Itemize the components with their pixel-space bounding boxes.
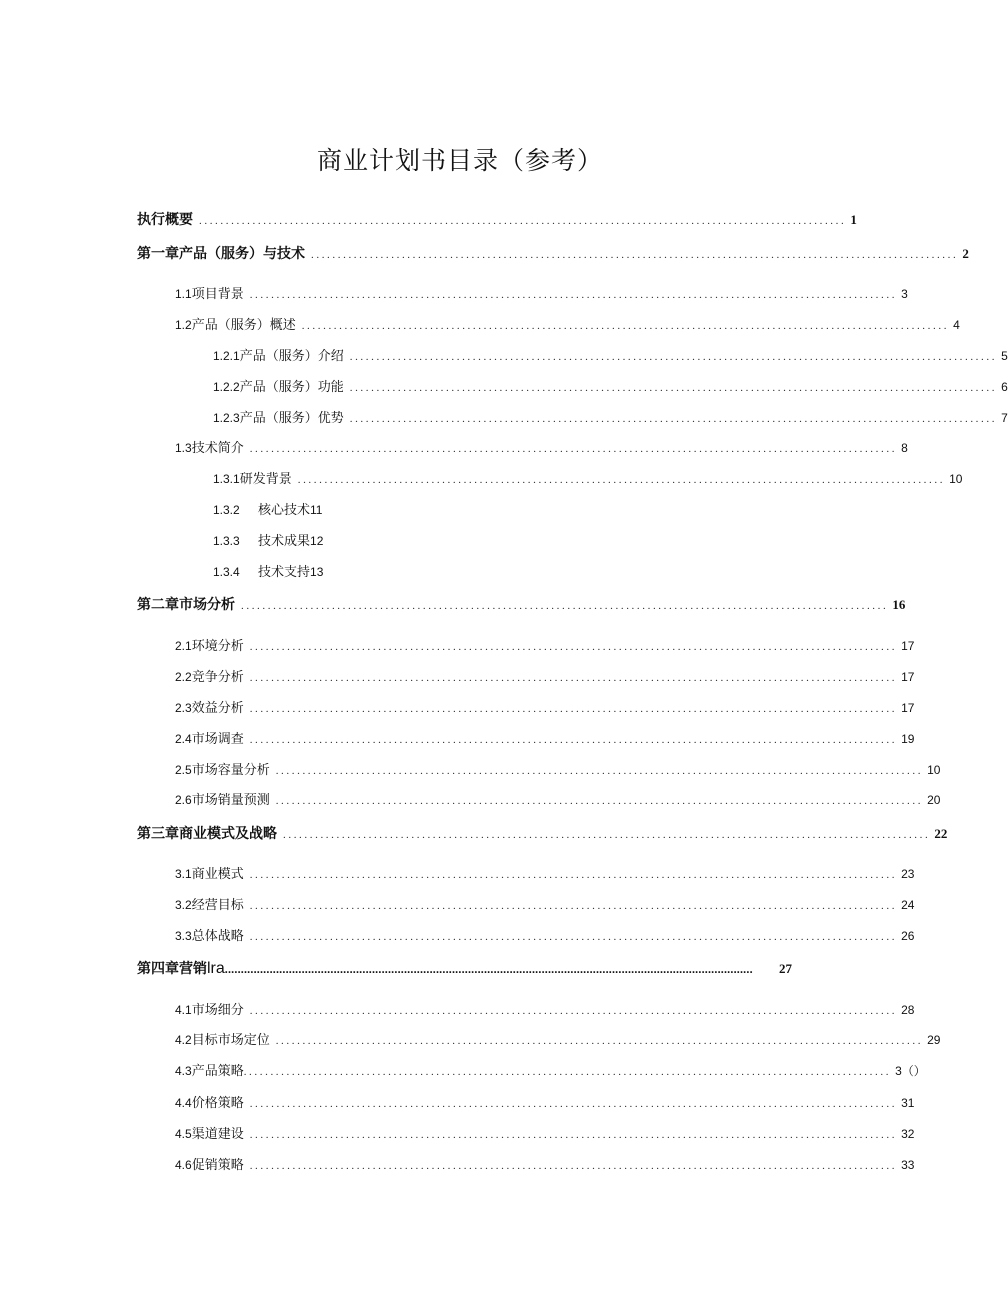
toc-number: 1.3.3 bbox=[213, 534, 240, 548]
toc-entry-2-1[interactable] bbox=[0, 636, 920, 656]
toc-number: 2.2 bbox=[175, 670, 192, 684]
toc-entry-3-1[interactable] bbox=[0, 864, 920, 884]
toc-number: 3.3 bbox=[175, 929, 192, 943]
toc-number: 4.5 bbox=[175, 1127, 192, 1141]
toc-label: 市场调查 bbox=[191, 732, 244, 747]
toc-label: 产品（服务）介绍 bbox=[239, 349, 344, 364]
toc-entry-2-2[interactable] bbox=[0, 667, 920, 687]
toc-page: 11 bbox=[310, 503, 323, 517]
toc-label: 第三章商业模式及战略 bbox=[137, 826, 277, 842]
toc-page: 5 bbox=[1001, 349, 1008, 363]
toc-page: 27 bbox=[779, 961, 792, 976]
toc-label: 经营目标 bbox=[191, 898, 244, 913]
toc-entry-1-1[interactable] bbox=[0, 284, 920, 304]
page-title: 商业计划书目录（参考） bbox=[316, 146, 603, 175]
toc-entry-2-6[interactable] bbox=[0, 790, 941, 810]
toc-label: 第二章市场分析 bbox=[137, 597, 235, 613]
toc-number: 1.2.2 bbox=[213, 380, 240, 394]
toc-entry-1-3-4[interactable] bbox=[0, 562, 920, 582]
toc-leader: ......................................................................................................................... bbox=[297, 474, 946, 486]
toc-page: 10 bbox=[949, 472, 963, 486]
toc-leader: ......................................................................................................................... bbox=[249, 900, 898, 912]
toc-entry-2-4[interactable] bbox=[0, 729, 920, 749]
toc-entry-4-4[interactable] bbox=[0, 1093, 920, 1113]
toc-page: 17 bbox=[901, 639, 915, 653]
toc-page: 3（） bbox=[895, 1064, 926, 1078]
toc-number: 1.2.3 bbox=[213, 411, 240, 425]
toc-number: 2.4 bbox=[175, 732, 192, 746]
toc-entry-4-6[interactable] bbox=[0, 1155, 920, 1175]
toc-number: 1.3 bbox=[175, 441, 192, 455]
toc-leader: ......................................................................................................................... bbox=[241, 600, 889, 612]
toc-leader: ......................................................................................................................... bbox=[243, 1066, 892, 1078]
toc-number: 4.3 bbox=[175, 1064, 192, 1078]
toc-label: 环境分析 bbox=[191, 639, 244, 654]
toc-label: 核心技术 bbox=[258, 503, 311, 518]
toc-page: 23 bbox=[901, 867, 915, 881]
toc-entry-1-3-2[interactable] bbox=[0, 500, 920, 520]
toc-page: 7 bbox=[1001, 411, 1008, 425]
toc-entry-1-3-1[interactable] bbox=[0, 469, 963, 489]
toc-label: 技术简介 bbox=[191, 441, 244, 456]
toc-label-suffix: lra bbox=[207, 960, 225, 977]
toc-entry-chapter-1[interactable] bbox=[0, 244, 969, 264]
toc-entry-1-2[interactable] bbox=[0, 315, 960, 335]
toc-leader: ......................................................................................................................... bbox=[249, 1098, 898, 1110]
toc-entry-1-3-3[interactable] bbox=[0, 531, 920, 551]
toc-leader: ......................................................................................................................... bbox=[311, 249, 959, 261]
toc-leader: ..................................................................................................................................................................... bbox=[224, 962, 753, 976]
toc-number: 3.1 bbox=[175, 867, 192, 881]
toc-label: 第一章产品（服务）与技术 bbox=[137, 246, 305, 262]
toc-page: 3 bbox=[901, 287, 908, 301]
toc-page: 28 bbox=[901, 1003, 915, 1017]
toc-leader: ......................................................................................................................... bbox=[249, 703, 898, 715]
toc-page: 31 bbox=[901, 1096, 915, 1110]
toc-label: 市场容量分析 bbox=[191, 763, 270, 778]
toc-page: 22 bbox=[934, 826, 948, 841]
toc-leader: ......................................................................................................................... bbox=[349, 382, 998, 394]
toc-entry-chapter-2[interactable] bbox=[0, 595, 920, 615]
toc-number: 2.5 bbox=[175, 763, 192, 777]
toc-leader: ......................................................................................................................... bbox=[249, 443, 898, 455]
toc-leader: ......................................................................................................................... bbox=[349, 351, 998, 363]
toc-entry-1-2-2[interactable] bbox=[0, 377, 1008, 397]
toc-entry-exec-summary[interactable] bbox=[0, 210, 920, 230]
toc-label: 技术支持 bbox=[258, 565, 311, 580]
toc-entry-1-3[interactable] bbox=[0, 438, 920, 458]
toc-number: 1.1 bbox=[175, 287, 192, 301]
toc-label: 产品（服务）功能 bbox=[239, 380, 344, 395]
toc-number: 1.3.4 bbox=[213, 565, 240, 579]
toc-label: 产品（服务）优势 bbox=[239, 411, 344, 426]
toc-label: 促销策略 bbox=[191, 1158, 244, 1173]
toc-leader: ......................................................................................................................... bbox=[301, 320, 950, 332]
toc-label: 市场销量预测 bbox=[191, 793, 270, 808]
toc-leader: ......................................................................................................................... bbox=[249, 734, 898, 746]
toc-entry-2-5[interactable] bbox=[0, 760, 941, 780]
toc-label: 项目背景 bbox=[191, 287, 244, 302]
toc-label: 渠道建设 bbox=[191, 1127, 244, 1142]
toc-number: 4.1 bbox=[175, 1003, 192, 1017]
toc-page: 33 bbox=[901, 1158, 915, 1172]
toc-leader: ......................................................................................................................... bbox=[249, 1160, 898, 1172]
toc-label: 市场细分 bbox=[191, 1003, 244, 1018]
toc-leader: ......................................................................................................................... bbox=[283, 829, 931, 841]
toc-leader: ......................................................................................................................... bbox=[275, 795, 924, 807]
toc-page: 20 bbox=[927, 793, 941, 807]
toc-page: 19 bbox=[901, 732, 915, 746]
toc-leader: ......................................................................................................................... bbox=[249, 641, 898, 653]
toc-label: 目标市场定位 bbox=[191, 1033, 270, 1048]
toc-entry-4-5[interactable] bbox=[0, 1124, 920, 1144]
toc-label: 竞争分析 bbox=[191, 670, 244, 685]
toc-entry-3-3[interactable] bbox=[0, 926, 920, 946]
toc-entry-chapter-4[interactable] bbox=[0, 959, 920, 979]
toc-number: 2.1 bbox=[175, 639, 192, 653]
toc-page: 4 bbox=[953, 318, 960, 332]
toc-leader: ......................................................................................................................... bbox=[249, 672, 898, 684]
toc-page: 12 bbox=[310, 534, 324, 548]
toc-page: 29 bbox=[927, 1033, 941, 1047]
toc-label: 技术成果 bbox=[258, 534, 311, 549]
toc-leader: ......................................................................................................................... bbox=[249, 931, 898, 943]
toc-label: 产品（服务）概述 bbox=[191, 318, 296, 333]
toc-number: 1.3.2 bbox=[213, 503, 240, 517]
toc-entry-2-3[interactable] bbox=[0, 698, 920, 718]
toc-number: 1.3.1 bbox=[213, 472, 240, 486]
toc-number: 4.2 bbox=[175, 1033, 192, 1047]
toc-page: 32 bbox=[901, 1127, 915, 1141]
toc-label: 研发背景 bbox=[239, 472, 292, 487]
toc-page: 13 bbox=[310, 565, 324, 579]
toc-entry-1-2-3[interactable] bbox=[0, 408, 1008, 428]
toc-label: 总体战略 bbox=[191, 929, 244, 944]
toc-entry-3-2[interactable] bbox=[0, 895, 920, 915]
toc-page: 6 bbox=[1001, 380, 1008, 394]
toc-number: 1.2 bbox=[175, 318, 192, 332]
toc-number: 2.3 bbox=[175, 701, 192, 715]
toc-leader: ......................................................................................................................... bbox=[199, 215, 847, 227]
toc-page: 17 bbox=[901, 701, 915, 715]
toc-label: 执行概要 bbox=[137, 212, 193, 228]
toc-page: 2 bbox=[962, 246, 969, 261]
toc-leader: ......................................................................................................................... bbox=[275, 1035, 924, 1047]
toc-entry-1-2-1[interactable] bbox=[0, 346, 1008, 366]
toc-entry-chapter-3[interactable] bbox=[0, 824, 948, 844]
toc-entry-4-1[interactable] bbox=[0, 1000, 920, 1020]
toc-leader: ......................................................................................................................... bbox=[249, 1005, 898, 1017]
toc-label: 效益分析 bbox=[191, 701, 244, 716]
toc-leader: ......................................................................................................................... bbox=[275, 765, 924, 777]
toc-page: 17 bbox=[901, 670, 915, 684]
toc-label: 第四章营销 bbox=[137, 961, 207, 977]
toc-number: 4.4 bbox=[175, 1096, 192, 1110]
toc-label: 商业模式 bbox=[191, 867, 244, 882]
toc-page: 24 bbox=[901, 898, 915, 912]
toc-page: 10 bbox=[927, 763, 941, 777]
toc-page: 1 bbox=[850, 212, 857, 227]
toc-number: 2.6 bbox=[175, 793, 192, 807]
toc-leader: ......................................................................................................................... bbox=[349, 413, 998, 425]
toc-page: 8 bbox=[901, 441, 908, 455]
toc-entry-4-3[interactable] bbox=[0, 1061, 926, 1081]
toc-label: 产品策略 bbox=[191, 1064, 244, 1079]
toc-entry-4-2[interactable] bbox=[0, 1030, 941, 1050]
toc-page: 26 bbox=[901, 929, 915, 943]
toc-label: 价格策略 bbox=[191, 1096, 244, 1111]
toc-leader: ......................................................................................................................... bbox=[249, 289, 898, 301]
toc-number: 1.2.1 bbox=[213, 349, 240, 363]
toc-leader: ......................................................................................................................... bbox=[249, 869, 898, 881]
toc-number: 3.2 bbox=[175, 898, 192, 912]
toc-number: 4.6 bbox=[175, 1158, 192, 1172]
toc-page: 16 bbox=[892, 597, 906, 612]
toc-leader: ......................................................................................................................... bbox=[249, 1129, 898, 1141]
